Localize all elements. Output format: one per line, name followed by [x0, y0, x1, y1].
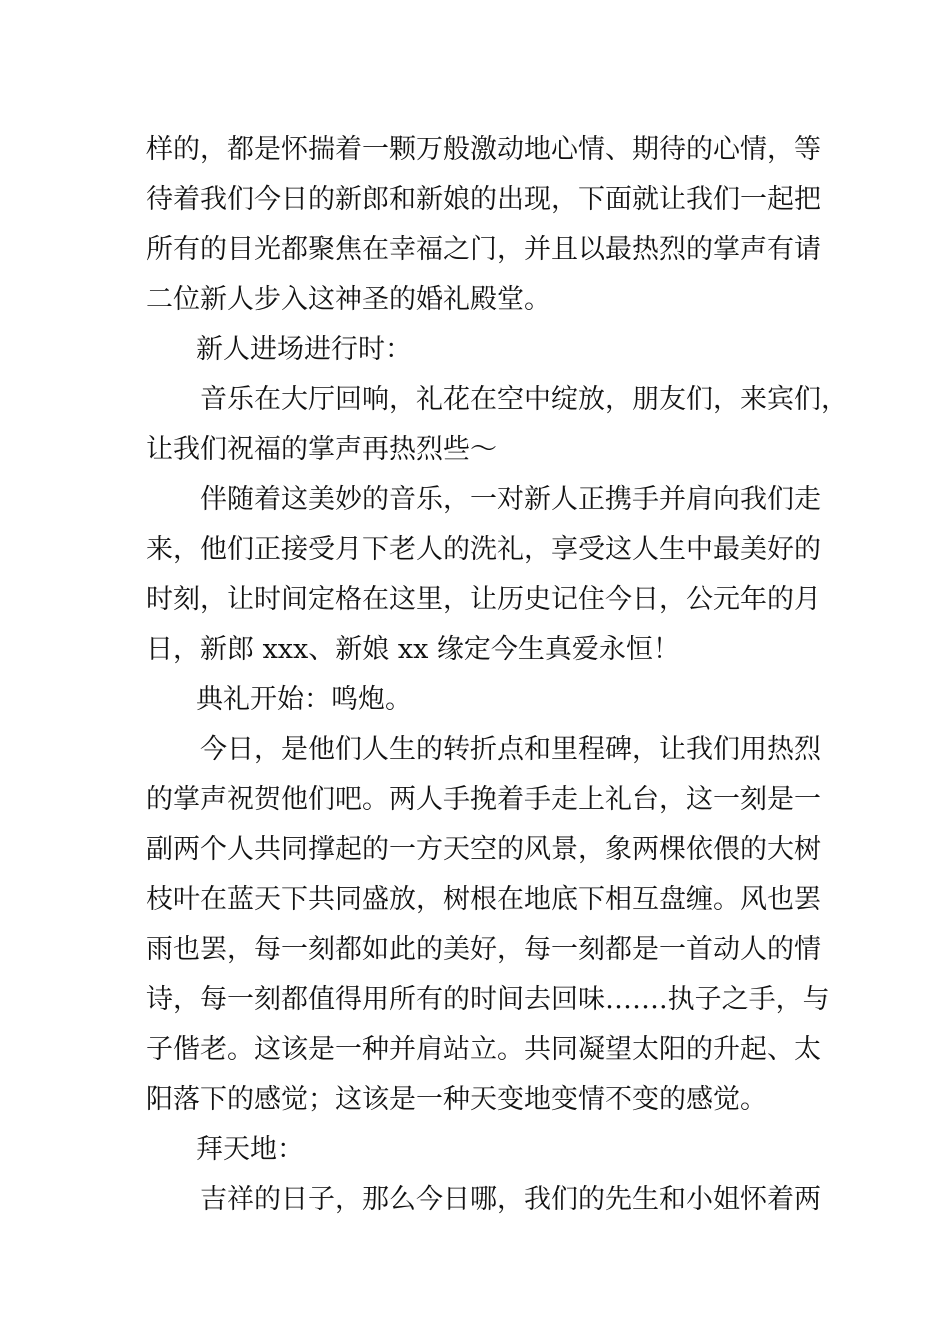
text-line: 诗，每一刻都值得用所有的时间去回味…….执子之手，与	[146, 984, 830, 1015]
section-heading: 新人进场进行时：	[196, 334, 412, 365]
text-line: 所有的目光都聚焦在幸福之门，并且以最热烈的掌声有请	[146, 234, 821, 265]
section-heading: 拜天地：	[196, 1134, 304, 1165]
text-line: 的掌声祝贺他们吧。两人手挽着手走上礼台，这一刻是一	[146, 784, 821, 815]
paragraph-start: 吉祥的日子，那么今日哪，我们的先生和小姐怀着两	[200, 1184, 821, 1215]
text-line: 雨也罢，每一刻都如此的美好，每一刻都是一首动人的情	[146, 934, 821, 965]
text-line: 子偕老。这该是一种并肩站立。共同凝望太阳的升起、太	[146, 1034, 821, 1065]
text-line: 阳落下的感觉；这该是一种天变地变情不变的感觉。	[146, 1084, 767, 1115]
paragraph-start: 伴随着这美妙的音乐，一对新人正携手并肩向我们走	[200, 484, 821, 515]
text-line: 待着我们今日的新郎和新娘的出现，下面就让我们一起把	[146, 184, 821, 215]
text-line: 枝叶在蓝天下共同盛放，树根在地底下相互盘缠。风也罢	[146, 884, 821, 915]
text-line: 来，他们正接受月下老人的洗礼，享受这人生中最美好的	[146, 534, 821, 565]
text-line: 二位新人步入这神圣的婚礼殿堂。	[146, 284, 551, 315]
document-body	[146, 125, 848, 1225]
section-heading: 典礼开始：鸣炮。	[196, 684, 412, 715]
text-line: 副两个人共同撑起的一方天空的风景，象两棵依偎的大树	[146, 834, 821, 865]
paragraph-start: 音乐在大厅回响，礼花在空中绽放，朋友们，来宾们，	[200, 384, 848, 415]
paragraph-start: 今日，是他们人生的转折点和里程碑，让我们用热烈	[200, 734, 821, 765]
text-line: 日，新郎 xxx、新娘 xx 缘定今生真爱永恒！	[146, 634, 680, 665]
text-line: 让我们祝福的掌声再热烈些～	[146, 434, 497, 465]
text-line: 时刻，让时间定格在这里，让历史记住今日，公元年的月	[146, 584, 821, 615]
text-line: 样的，都是怀揣着一颗万般激动地心情、期待的心情，等	[146, 134, 821, 165]
